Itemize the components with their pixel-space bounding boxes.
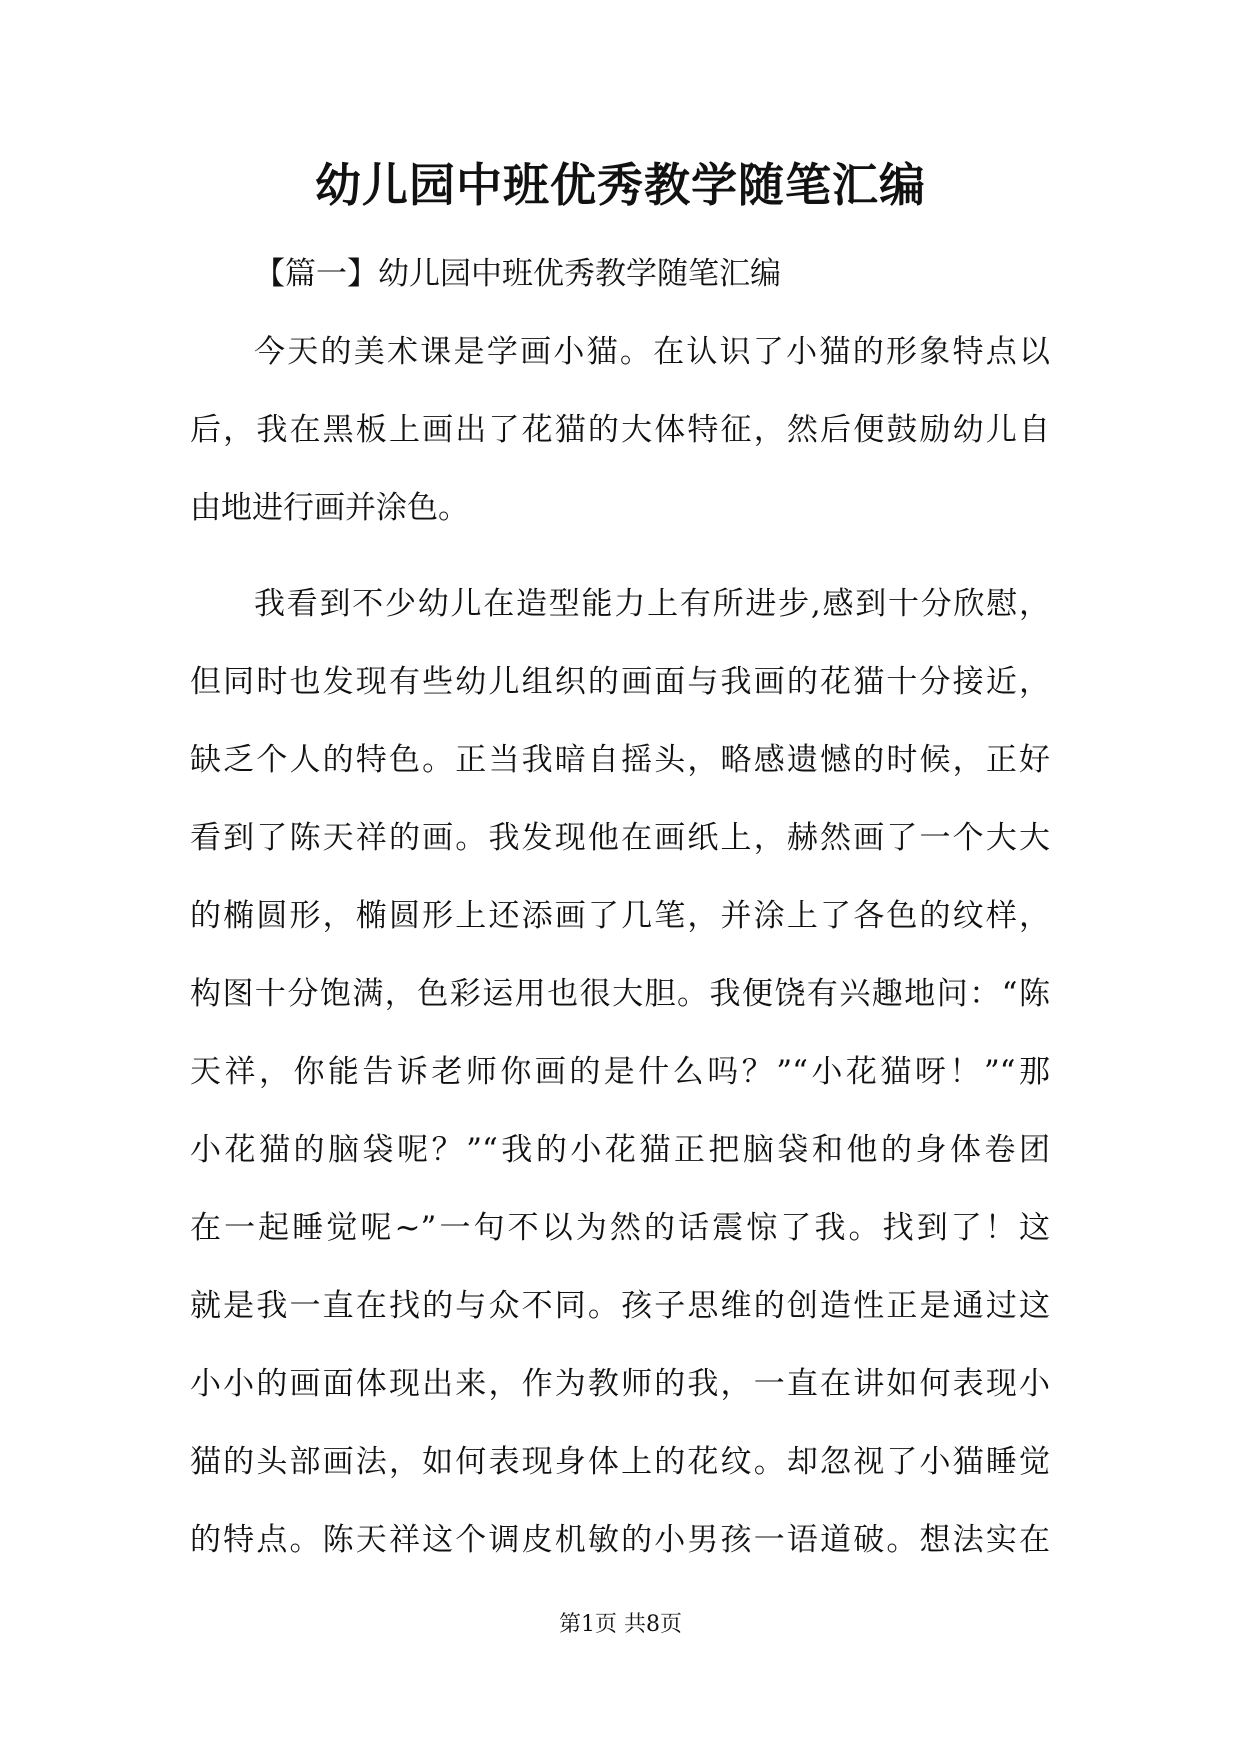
paragraph-line: 在一起睡觉呢~”一句不以为然的话震惊了我。找到了！这: [190, 1210, 1050, 1246]
paragraph-line: 的椭圆形，椭圆形上还添画了几笔，并涂上了各色的纹样，: [190, 898, 1050, 934]
paragraph: [190, 565, 1050, 1579]
paragraph-line: 就是我一直在找的与众不同。孩子思维的创造性正是通过这: [190, 1288, 1050, 1324]
paragraph-line: 缺乏个人的特色。正当我暗自摇头，略感遗憾的时候，正好: [190, 742, 1050, 778]
paragraph-line: 我看到不少幼儿在造型能力上有所进步,感到十分欣慰，: [254, 586, 1050, 622]
paragraph-line: 但同时也发现有些幼儿组织的画面与我画的花猫十分接近，: [190, 664, 1050, 700]
paragraph-spacer: [190, 547, 1050, 565]
paragraph-line: 猫的头部画法，如何表现身体上的花纹。却忽视了小猫睡觉: [190, 1444, 1050, 1480]
paragraph: [190, 313, 1050, 547]
document-title: 幼儿园中班优秀教学随笔汇编: [315, 158, 926, 212]
paragraph-line: 后，我在黑板上画出了花猫的大体特征，然后便鼓励幼儿自: [190, 412, 1050, 448]
paragraph-line: 今天的美术课是学画小猫。在认识了小猫的形象特点以: [254, 334, 1050, 370]
paragraph-line: 由地进行画并涂色。: [190, 490, 469, 526]
section-heading: 【篇一】幼儿园中班优秀教学随笔汇编: [254, 256, 781, 292]
paragraph-line: 看到了陈天祥的画。我发现他在画纸上，赫然画了一个大大: [190, 820, 1050, 856]
paragraph-line: 小花猫的脑袋呢？”“我的小花猫正把脑袋和他的身体卷团: [190, 1132, 1050, 1168]
paragraph-line: 的特点。陈天祥这个调皮机敏的小男孩一语道破。想法实在: [190, 1522, 1050, 1558]
paragraph-line: 构图十分饱满，色彩运用也很大胆。我便饶有兴趣地问：“陈: [190, 976, 1050, 1012]
document-body: [190, 235, 1050, 1579]
page-number-footer: 第1页 共8页: [559, 1612, 682, 1637]
paragraph-line: 天祥，你能告诉老师你画的是什么吗？”“小花猫呀！”“那: [190, 1054, 1050, 1090]
paragraph-line: 小小的画面体现出来，作为教师的我，一直在讲如何表现小: [190, 1366, 1050, 1402]
